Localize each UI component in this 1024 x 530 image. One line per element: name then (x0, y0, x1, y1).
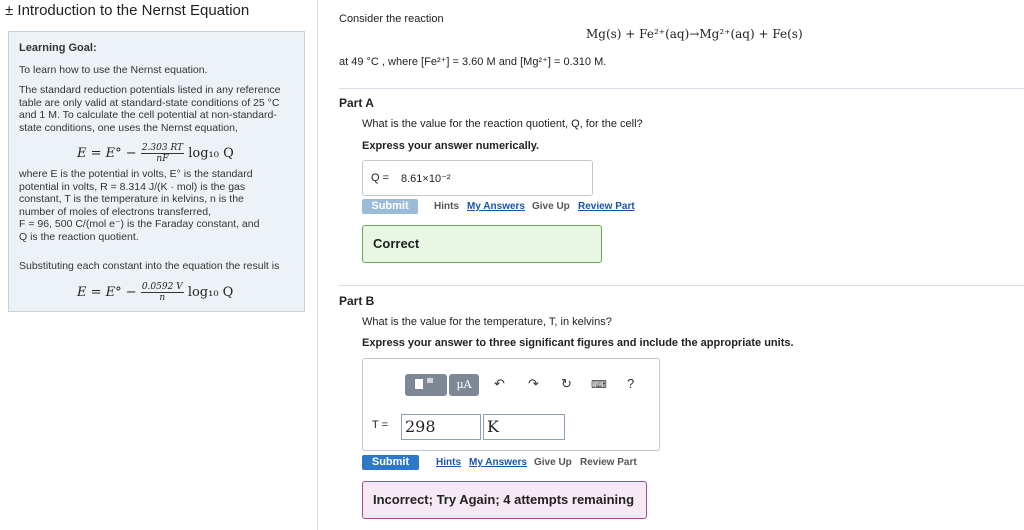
q-label: Q = (371, 172, 390, 184)
where-paragraph: where E is the potential in volts, E° is the standard potential in volts, R = 8.314 J/(K · mol) is the gas constant, T is the temperature in kelvins, n is the number of moles of electrons transferred, F = 96, 500 C/(mol e⁻) is the Faraday constant, and Q is the reaction quotient. (19, 168, 260, 243)
divider (339, 285, 1024, 286)
part-a-instruction: Express your answer numerically. (362, 140, 540, 152)
part-b-question: What is the value for the temperature, T, in kelvins? (362, 316, 612, 328)
part-b-submit-button[interactable]: Submit (362, 455, 419, 470)
q-answer: 8.61×10⁻² (401, 173, 451, 185)
goal-heading: Learning Goal: (19, 42, 97, 54)
part-a-feedback-correct: Correct (362, 225, 602, 263)
part-a-submit-button[interactable]: Submit (362, 199, 418, 214)
units-button[interactable]: μA (449, 374, 479, 396)
consider-text: Consider the reaction (339, 13, 444, 25)
templates-button[interactable] (405, 374, 447, 396)
substitution-text: Substituting each constant into the equation the result is (19, 260, 280, 272)
t-label: T = (372, 419, 389, 431)
part-b-feedback-incorrect: Incorrect; Try Again; 4 attempts remaining (362, 481, 647, 519)
simplified-equation: E = E° − $\frac{0.0592 V}{n}$ log₁₀ Q (77, 282, 234, 303)
conditions-text: at 49 °C , where [Fe²⁺] = 3.60 M and [Mg²⁺] = 0.310 M. (339, 56, 607, 68)
part-a-heading: Part A (339, 96, 374, 110)
redo-icon[interactable]: ↷ (528, 376, 539, 391)
help-icon[interactable]: ? (627, 376, 635, 391)
undo-icon[interactable]: ↶ (494, 376, 505, 391)
nernst-equation: E = E° − $\frac{2.303 RT}{nF}$ log₁₀ Q (77, 143, 234, 164)
part-a-question: What is the value for the reaction quotient, Q, for the cell? (362, 118, 643, 130)
keyboard-icon[interactable]: ⌨ (591, 379, 607, 391)
part-a-hints-link[interactable]: Hints (434, 201, 459, 212)
learning-goal-panel (0, 0, 318, 530)
part-a-answer-box (362, 160, 593, 196)
template-icon (415, 379, 423, 389)
reset-icon[interactable]: ↻ (561, 376, 572, 391)
part-a-my-answers-link[interactable]: My Answers (467, 201, 525, 212)
divider (339, 88, 1024, 89)
page-title: ± Introduction to the Nernst Equation (5, 2, 250, 19)
part-a-give-up-link[interactable]: Give Up (532, 201, 570, 212)
goal-text: To learn how to use the Nernst equation. (19, 64, 208, 76)
goal-paragraph: The standard reduction potentials listed in any reference table are only valid at standard-state conditions of 25 °C and 1 M. To calculate the cell potential at non-standard- state conditions, one uses the Nernst equation, (19, 84, 281, 134)
temperature-value-input[interactable]: 298 (401, 414, 481, 440)
learning-goal-box (8, 31, 305, 312)
part-b-my-answers-link[interactable]: My Answers (469, 457, 527, 468)
part-b-give-up-link[interactable]: Give Up (534, 457, 572, 468)
plus-minus-icon[interactable]: ± (5, 2, 14, 19)
part-b-answer-box (362, 358, 660, 451)
reaction-equation: Mg(s) + Fe²⁺(aq)→Mg²⁺(aq) + Fe(s) (586, 27, 803, 41)
temperature-unit-input[interactable]: K (483, 414, 565, 440)
part-b-review-link[interactable]: Review Part (580, 457, 637, 468)
part-b-hints-link[interactable]: Hints (436, 457, 461, 468)
part-b-instruction: Express your answer to three significant figures and include the appropriate units. (362, 337, 794, 349)
part-b-heading: Part B (339, 294, 375, 308)
part-a-review-link[interactable]: Review Part (578, 201, 635, 212)
